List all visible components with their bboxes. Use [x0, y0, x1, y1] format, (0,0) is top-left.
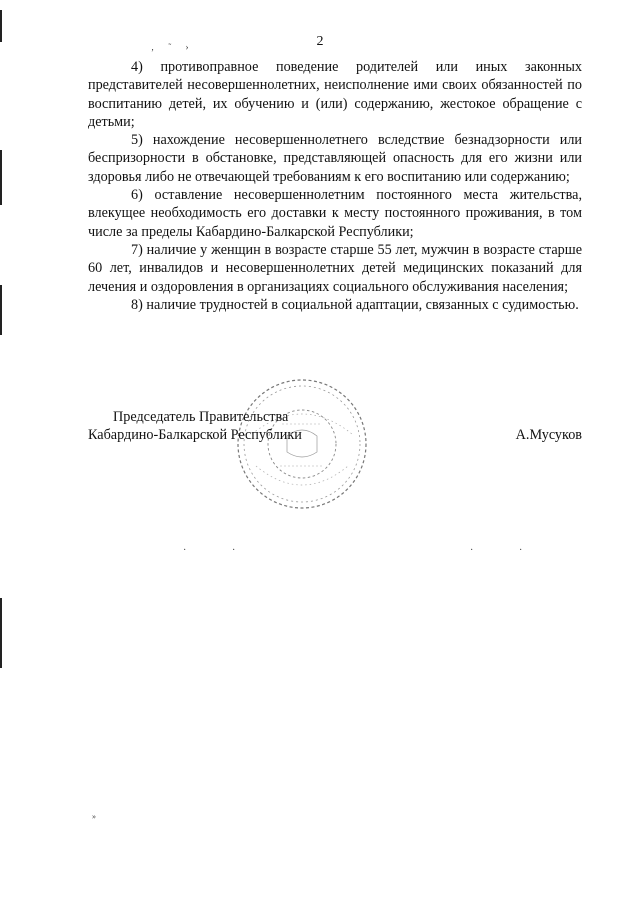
- margin-scan-mark: [0, 598, 2, 668]
- scan-dot: ·: [519, 545, 523, 556]
- paragraph-item-8: 8) наличие трудностей в социальной адаптации, связанных с судимостью.: [131, 296, 579, 313]
- signer-position-line-2: Кабардино-Балкарской Республики: [88, 427, 302, 443]
- page-number: 2: [316, 34, 324, 49]
- margin-scan-mark: [0, 150, 2, 205]
- paragraph-item-6: 6) оставление несовершеннолетним постоянного места жительства, влекущее необходимость его доставки к месту постоянного проживания, в том числе за пределы Кабардино-Балкарской Республики;: [88, 187, 582, 240]
- scan-dot: ·: [470, 545, 474, 556]
- scan-dot: ·: [183, 545, 187, 556]
- document-body: [88, 58, 582, 314]
- scan-dot: ·: [232, 545, 236, 556]
- paragraph-item-7: 7) наличие у женщин в возрасте старше 55 лет, мужчин в возрасте старше 60 лет, инвалидов и несовершеннолетних детей медицинских показаний для лечения и оздоровления в организациях социального обслуживания населения;: [88, 241, 582, 295]
- signer-position-line-1: Председатель Правительства: [113, 409, 289, 425]
- signer-name: А.Мусуков: [515, 427, 582, 443]
- margin-scan-mark: [0, 285, 2, 335]
- bottom-mark: »: [92, 812, 96, 821]
- paragraph-item-5: 5) нахождение несовершеннолетнего вследствие безнадзорности или беспризорности в обстановке, представляющей опасность для его жизни или здоровья либо не отвечающей требованиям к его воспитанию или содержанию;: [88, 132, 582, 185]
- paragraph-item-4: 4) противоправное поведение родителей или иных законных представителей несовершеннолетних, неисполнение ими своих обязанностей по воспитанию детей, их обучению и (или) содержанию, жестокое обращение с детьми;: [88, 59, 582, 130]
- stray-marks: ‚ ˜ ›: [151, 42, 195, 52]
